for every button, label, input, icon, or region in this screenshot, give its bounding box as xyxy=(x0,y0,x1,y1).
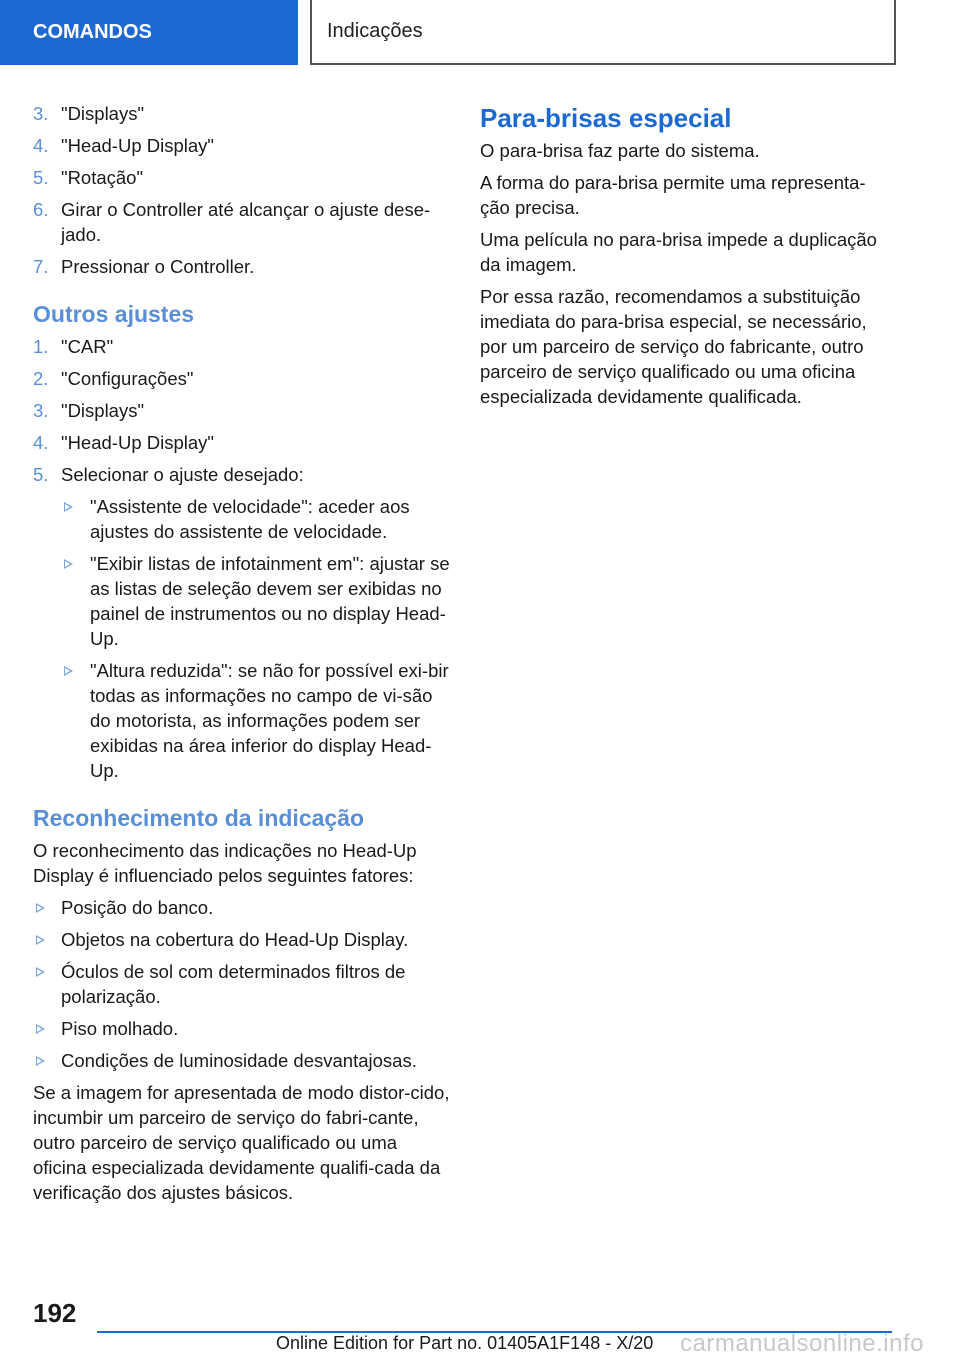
bullet-text: "Assistente de velocidade": aceder aos ajustes do assistente de velocidade. xyxy=(90,496,410,542)
list-item xyxy=(33,197,451,247)
list-item xyxy=(33,133,451,158)
bullet-text: Condições de luminosidade desvantajosas. xyxy=(61,1050,417,1071)
list-item xyxy=(33,1016,451,1041)
step-text: "Displays" xyxy=(61,103,145,124)
step-text: Pressionar o Controller. xyxy=(61,256,255,277)
section-tab: COMANDOS xyxy=(0,0,298,65)
triangle-bullet-icon xyxy=(36,935,45,945)
bullet-text: Óculos de sol com determinados filtros de polarização. xyxy=(61,961,406,1007)
right-column xyxy=(480,101,892,416)
paragraph: Uma película no para-brisa impede a duplicação da imagem. xyxy=(480,229,877,275)
bullet-text: Piso molhado. xyxy=(61,1018,179,1039)
list-item xyxy=(33,398,451,423)
triangle-bullet-icon xyxy=(36,1056,45,1066)
bullet-text: "Altura reduzida": se não for possível exi-bir todas as informações no campo de vi-são do motorista, as informações podem ser exibidas na área inferior do display Head-Up. xyxy=(90,660,449,781)
heading-reconhecimento: Reconhecimento da indicação xyxy=(33,805,365,831)
step-text: "Configurações" xyxy=(61,368,194,389)
step-number: 6. xyxy=(33,199,49,220)
triangle-bullet-icon xyxy=(36,903,45,913)
list-item xyxy=(33,366,451,391)
triangle-bullet-icon xyxy=(36,1024,45,1034)
step-text: "Displays" xyxy=(61,400,145,421)
step-number: 4. xyxy=(33,432,49,453)
bullet-text: Objetos na cobertura do Head-Up Display. xyxy=(61,929,409,950)
paragraph: O para-brisa faz parte do sistema. xyxy=(480,140,760,161)
step-number: 3. xyxy=(33,400,49,421)
list-item xyxy=(33,462,451,487)
list-item xyxy=(33,101,451,126)
page-number: 192 xyxy=(33,1298,77,1328)
list-item xyxy=(33,430,451,455)
heading-para-brisas: Para-brisas especial xyxy=(480,103,732,133)
list-item xyxy=(33,494,451,544)
step-number: 5. xyxy=(33,464,49,485)
edition-text: Online Edition for Part no. 01405A1F148 - X/20 xyxy=(276,1333,654,1353)
list-item xyxy=(33,1048,451,1073)
list-item xyxy=(33,658,451,783)
list-item xyxy=(33,959,451,1009)
step-text: "Head-Up Display" xyxy=(61,432,214,453)
paragraph: Por essa razão, recomendamos a substituição imediata do para-brisa especial, se necessário, por um parceiro de serviço do fabricante, outro parceiro de serviço qualificado ou uma oficina especializada devidamente qualificada. xyxy=(480,286,867,407)
triangle-bullet-icon xyxy=(64,502,73,512)
list-item xyxy=(33,334,451,359)
list-item xyxy=(33,927,451,952)
step-number: 2. xyxy=(33,368,49,389)
steps-list-b xyxy=(33,334,451,487)
step-number: 1. xyxy=(33,336,49,357)
list-item xyxy=(33,895,451,920)
list-item xyxy=(33,165,451,190)
triangle-bullet-icon xyxy=(64,666,73,676)
triangle-bullet-icon xyxy=(64,559,73,569)
step-text: "Rotação" xyxy=(61,167,144,188)
bullet-text: "Exibir listas de infotainment em": ajustar se as listas de seleção devem ser exibidas no painel de instrumentos ou no display Head-Up. xyxy=(90,553,450,649)
step-number: 7. xyxy=(33,256,49,277)
bullet-text: Posição do banco. xyxy=(61,897,214,918)
recon-outro: Se a imagem for apresentada de modo distor-cido, incumbir um parceiro de serviço do fabri-cante, outro parceiro de serviço qualificado ou uma oficina especializada devidamente qualifi-cada da verificação dos ajustes básicos. xyxy=(33,1082,450,1203)
recon-bullet-list xyxy=(33,895,451,1073)
list-item xyxy=(33,254,451,279)
left-column xyxy=(33,101,451,1212)
paragraph: A forma do para-brisa permite uma representa-ção precisa. xyxy=(480,172,866,218)
step-number: 5. xyxy=(33,167,49,188)
step-text: "CAR" xyxy=(61,336,114,357)
recon-intro: O reconhecimento das indicações no Head-Up Display é influenciado pelos seguintes fatores: xyxy=(33,840,417,886)
watermark: carmanualsonline.info xyxy=(680,1330,924,1357)
steps-list-a xyxy=(33,101,451,279)
heading-outros-ajustes: Outros ajustes xyxy=(33,301,195,327)
step-text: "Head-Up Display" xyxy=(61,135,214,156)
sub-bullet-list xyxy=(33,494,451,783)
chapter-tab: Indicações xyxy=(310,0,896,65)
step-text: Girar o Controller até alcançar o ajuste dese-jado. xyxy=(61,199,431,245)
list-item xyxy=(33,551,451,651)
step-text: Selecionar o ajuste desejado: xyxy=(61,464,304,485)
triangle-bullet-icon xyxy=(36,967,45,977)
step-number: 4. xyxy=(33,135,49,156)
step-number: 3. xyxy=(33,103,49,124)
